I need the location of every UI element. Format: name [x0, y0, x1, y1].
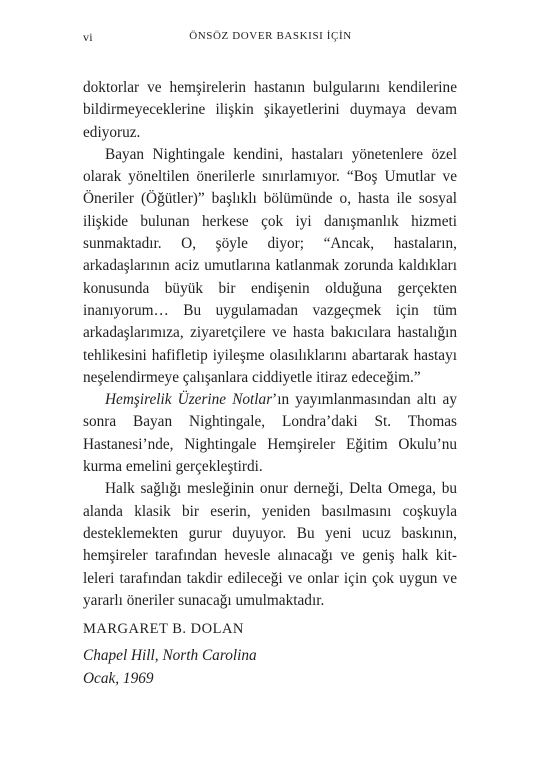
paragraph-4: Halk sağlığı mesleğinin onur derneği, Delta Omega, bu alanda klasik bir eserin, yeniden basılmasını coşkuyla desteklemekten gurur duyuyor. Bu yeni ucuz baskının, hemşireler tarafından hevesle alınacağı ve geniş halk kitleleri tarafından takdir edileceği ve onlar için çok uygun ve yararlı öneriler sunacağı umulmaktadır. [83, 480, 457, 609]
paragraph-1: doktorlar ve hemşirelerin hastanın bulgularını kendilerine bildirmeyeceklerine ilişkin şikayetlerini duymaya devam ediyoruz. [83, 79, 457, 141]
page-number: vi [83, 30, 93, 44]
paragraph-3 [83, 389, 457, 478]
place-date-block [83, 644, 257, 690]
paragraph-3-text: ’ın yayımlanmasından altı ay sonra Bayan Nightingale, Londra’daki St. Thomas Hastanesi’nde, Nightingale Hemşireler Eğitim Okulu’nu kurma emelini gerçekleştirdi. [83, 391, 457, 476]
signature: MARGARET B. DOLAN [83, 621, 244, 638]
book-title-italic: Hemşirelik Üzerine Notlar [105, 391, 273, 409]
running-title: ÖNSÖZ DOVER BASKISI İÇİN [189, 30, 352, 42]
body-text [83, 77, 457, 640]
date: Ocak, 1969 [83, 670, 154, 687]
place: Chapel Hill, North Carolina [83, 647, 257, 664]
running-header [83, 30, 458, 46]
paragraph-2: Bayan Nightingale kendini, hastaları yönetenlere özel olarak yöneltilen önerilerle sınırlamıyor. “Boş Umutlar ve Öneriler (Öğütler)” başlıklı bölümünde o, hasta ile sosyal ilişkide bulunan herkese çok iyi danışmanlık hizmeti sunmaktadır. O, şöyle diyor; “Ancak, hastaların, arkadaşlarının aciz umutlarına katlanmak zorunda kaldıkları konusunda büyük bir endişenin olduğuna gerçekten inanıyorum… Bu uygulamadan vazgeçmek için tüm arkadaşlarımıza, ziyaretçilere ve hasta bakıcılara hastalığın tehlikesini hafifletip iyileşme olasılıklarını abartarak hastayı neşelendirmeye çalışanlara ciddiyetle itiraz edeceğim.” [83, 145, 457, 386]
